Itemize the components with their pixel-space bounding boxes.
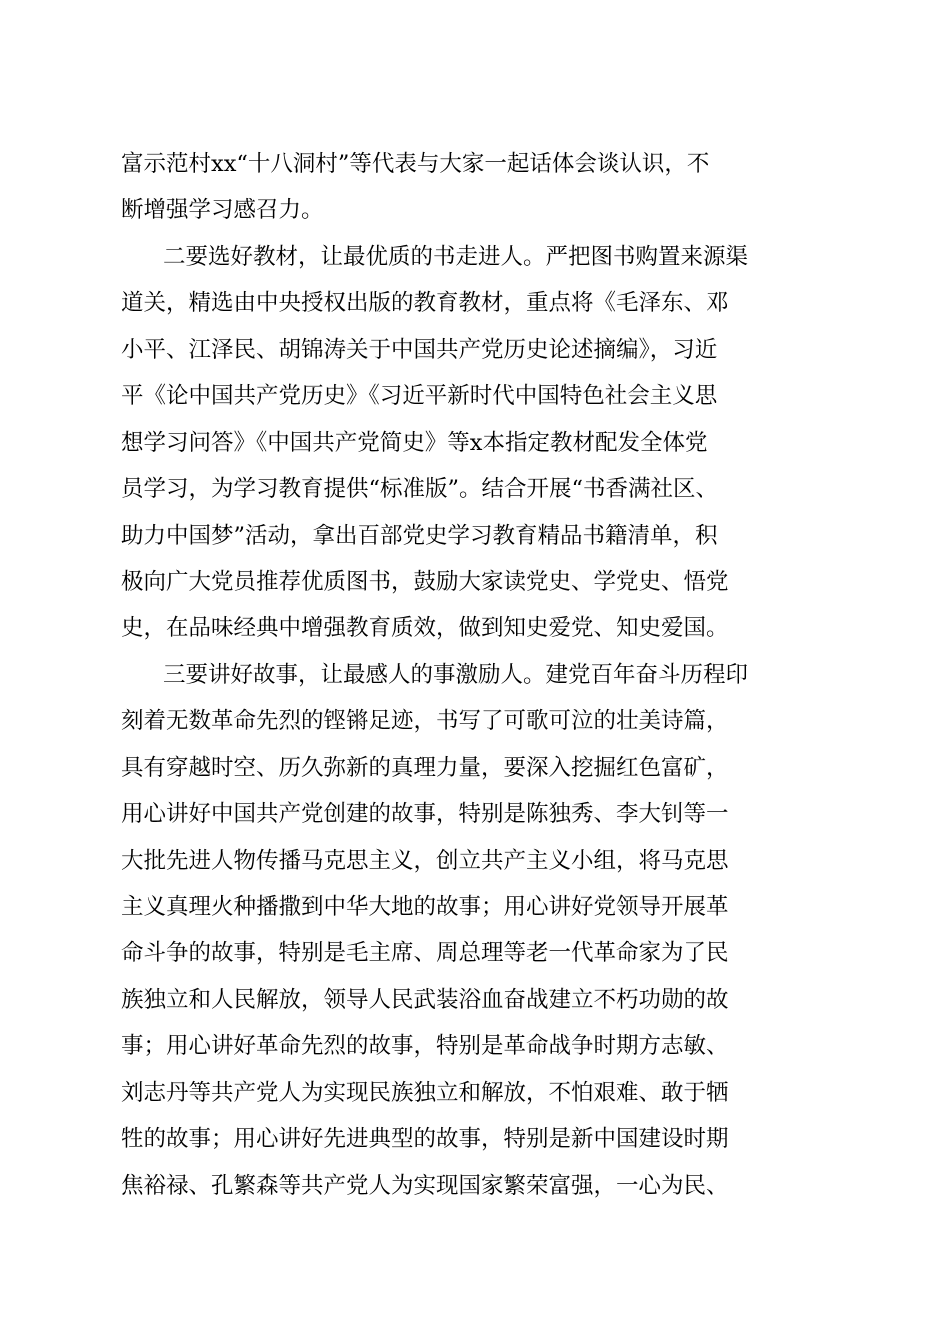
text-line: 主义真理火种播撒到中华大地的故事；用心讲好党领导开展革 (121, 894, 729, 920)
text-line: 史，在品味经典中增强教育质效，做到知史爱党、知史爱国。 (121, 615, 729, 642)
text-line: 族独立和人民解放，领导人民武装浴血奋战建立不朽功勋的故 (121, 986, 729, 1013)
text-line: 刘志丹等共产党人为实现民族独立和解放，不怕艰难、敢于牺 (121, 1079, 729, 1106)
text-line: 牲的故事；用心讲好先进典型的故事，特别是新中国建设时期 (121, 1126, 729, 1153)
text-line: 富示范村xx“十八洞村”等代表与大家一起话体会谈认识，不 (121, 151, 710, 177)
text-line: 道关，精选由中央授权出版的教育教材，重点将《毛泽东、邓 (121, 290, 729, 317)
document-body (121, 141, 833, 1209)
paragraph-start-line: 三要讲好故事，让最感人的事激励人。建党百年奋斗历程印 (163, 661, 749, 688)
text-line: 命斗争的故事，特别是毛主席、周总理等老一代革命家为了民 (121, 940, 729, 967)
text-line: 平《论中国共产党历史》《习近平新时代中国特色社会主义思 (121, 383, 718, 410)
text-line: 事；用心讲好革命先烈的故事，特别是革命战争时期方志敏、 (121, 1033, 729, 1060)
paragraph-start-line: 二要选好教材，让最优质的书走进人。严把图书购置来源渠 (163, 243, 749, 270)
text-line: 极向广大党员推荐优质图书，鼓励大家读党史、学党史、悟党 (121, 568, 729, 595)
text-line: 断增强学习感召力。 (121, 197, 324, 224)
text-line: 小平、江泽民、胡锦涛关于中国共产党历史论述摘编》，习近 (121, 336, 718, 363)
text-line: 具有穿越时空、历久弥新的真理力量，要深入挖掘红色富矿， (121, 754, 729, 781)
text-line: 员学习，为学习教育提供“标准版”。结合开展“书香满社区、 (121, 476, 719, 503)
text-line: 想学习问答》《中国共产党简史》等x本指定教材配发全体党 (121, 429, 708, 456)
text-line: 焦裕禄、孔繁森等共产党人为实现国家繁荣富强，一心为民、 (121, 1172, 729, 1199)
text-line: 刻着无数革命先烈的铿锵足迹，书写了可歌可泣的壮美诗篇， (121, 708, 729, 735)
text-line: 助力中国梦”活动，拿出百部党史学习教育精品书籍清单，积 (121, 522, 718, 549)
text-line: 大批先进人物传播马克思主义，创立共产主义小组，将马克思 (121, 847, 729, 874)
text-line: 用心讲好中国共产党创建的故事，特别是陈独秀、李大钊等一 (121, 801, 729, 828)
